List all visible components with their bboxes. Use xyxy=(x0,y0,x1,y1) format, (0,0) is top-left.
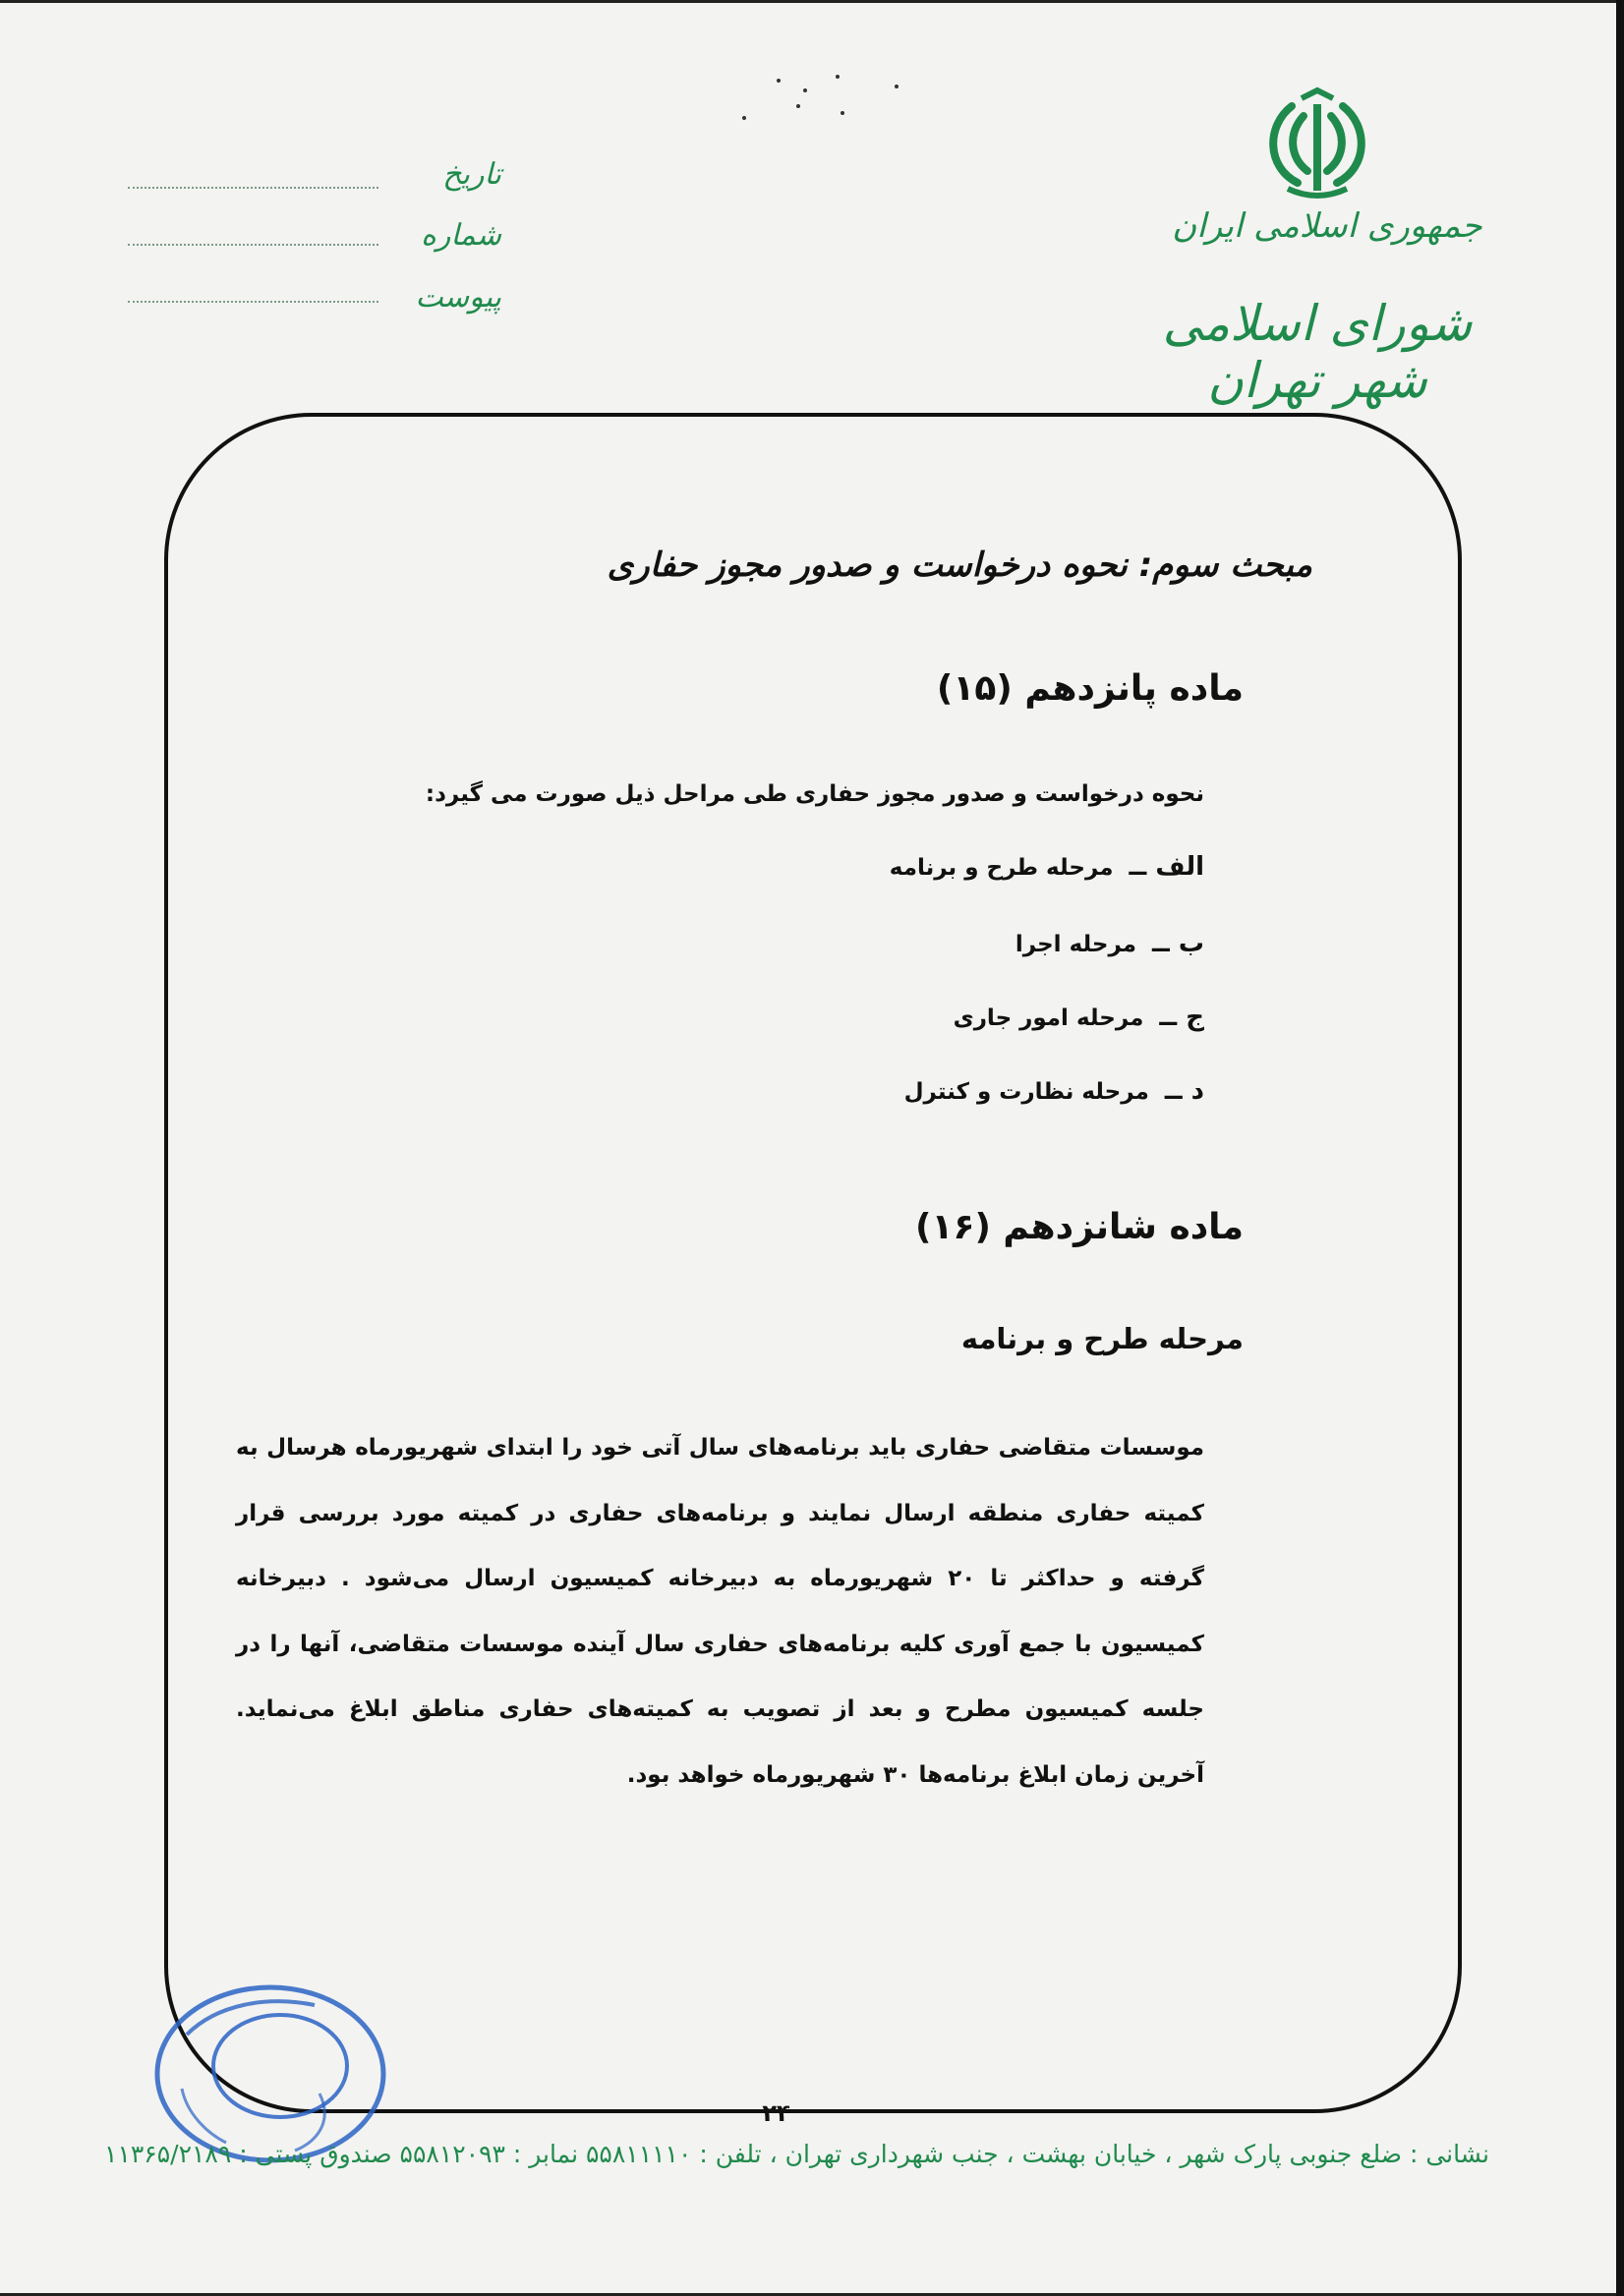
emblem-of-iran-icon xyxy=(1258,86,1376,202)
article-15-title: ماده پانزدهم (۱۵) xyxy=(936,668,1244,709)
date-label: تاریخ xyxy=(442,157,501,192)
scan-noise xyxy=(742,67,919,126)
footer-address: نشانی : ضلع جنوبی پارک شهر ، خیابان بهشت ، جنب شهرداری تهران ، تلفن : ۵۵۸۱۱۱۱۰ نمابر : ۵۵۸۱۲۰۹۳ صندوق پستی : ۱۱۳۶۵/۲۱۸۹ xyxy=(104,2140,1489,2168)
scan-edge-top xyxy=(0,0,1624,3)
list-item-text: مرحله امور جاری xyxy=(953,1005,1144,1031)
attachment-field-line xyxy=(128,301,378,303)
article-16-paragraph: موسسات متقاضی حفاری باید برنامه‌های سال آتی خود را ابتدای شهریورماه هرسال به کمیته حفاری منطقه ارسال نمایند و برنامه‌های حفاری در کمیته مورد بررسی قرار گرفته و حداکثر تا ۲۰ شهریورماه به دبیرخانه کمیسیون ارسال می‌شود . دبیرخانه کمیسیون با جمع آوری کلیه برنامه‌های حفاری سال آینده موسسات متقاضی، آنها را در جلسه کمیسیون مطرح و بعد از تصویب به کمیته‌های حفاری مناطق ابلاغ می‌نماید. آخرین زمان ابلاغ برنامه‌ها ۳۰ شهریورماه خواهد بود. xyxy=(236,1435,1204,1788)
date-field-line xyxy=(128,187,378,189)
list-item xyxy=(236,929,1204,958)
organization-name: شورای اسلامی شهر تهران xyxy=(1162,295,1473,409)
number-label: شماره xyxy=(421,218,501,253)
list-item-letter: د ــ xyxy=(1164,1076,1204,1106)
list-item xyxy=(236,1076,1204,1106)
list-item-letter: ب ــ xyxy=(1152,929,1204,958)
attachment-label: پیوست xyxy=(415,280,501,315)
country-name: جمهوری اسلامی ایران xyxy=(1172,206,1482,246)
article-16-subtitle: مرحله طرح و برنامه xyxy=(960,1322,1244,1355)
list-item-text: مرحله اجرا xyxy=(1015,932,1137,957)
list-item xyxy=(236,1003,1204,1032)
scan-edge-right xyxy=(1616,0,1624,2296)
article-16-title: ماده شانزدهم (۱۶) xyxy=(915,1207,1244,1247)
page-number: ۲۴ xyxy=(762,2099,791,2127)
list-item-letter: الف ــ xyxy=(1129,852,1204,882)
chapter-title: مبحث سوم: نحوه درخواست و صدور مجوز حفاری xyxy=(607,545,1312,585)
number-field-line xyxy=(128,244,378,246)
list-item-letter: ج ــ xyxy=(1159,1003,1204,1032)
list-item xyxy=(236,852,1204,882)
article-15-intro: نحوه درخواست و صدور مجوز حفاری طی مراحل ذیل صورت می گیرد: xyxy=(425,781,1204,807)
list-item-text: مرحله نظارت و کنترل xyxy=(903,1079,1149,1105)
list-item-text: مرحله طرح و برنامه xyxy=(889,855,1114,881)
